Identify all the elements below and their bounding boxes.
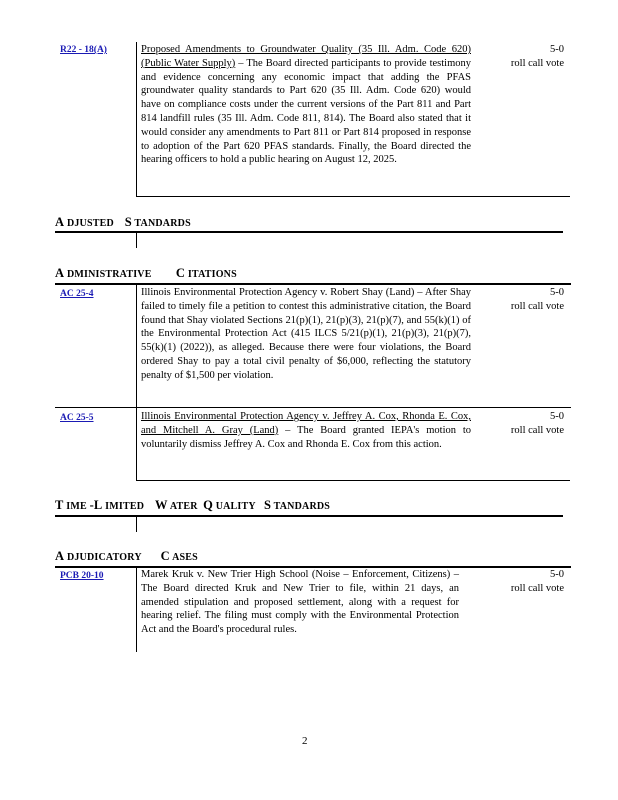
vote-type: roll call vote (510, 582, 564, 594)
vote-type: roll call vote (510, 300, 564, 312)
docket-ac-25-4[interactable]: AC 25-4 (60, 289, 94, 299)
column-divider (136, 42, 137, 196)
entry-description: Marek Kruk v. New Trier High School (Noise – Enforcement, Citizens) – The Board directed Kruk and New Trier to file, within 21 days, an amended stipulation and proposed settlement, along with a request for hearing relief. The filing must comply with the Environmental Protection Act and the Board's procedural rules. (141, 569, 459, 636)
entry-title: Illinois Environmental Protection Agency v. Jeffrey A. Cox, Rhonda E. Cox, and Mitchell A. Gray (Land) (141, 411, 471, 436)
section-heading-adjudicatory-cases: A DJUDICATORY C ASES (55, 549, 198, 563)
section-rule (55, 515, 563, 517)
column-divider (136, 233, 137, 248)
entry-text-pcb-20-10 (141, 568, 459, 637)
vote-pcb-20-10 (478, 568, 564, 596)
entry-separator (136, 480, 570, 481)
section-rule (55, 283, 571, 285)
docket-ac-25-5[interactable]: AC 25-5 (60, 413, 94, 423)
vote-count: 5-0 (550, 287, 564, 298)
vote-count: 5-0 (550, 44, 564, 55)
docket-r22-18a[interactable]: R22 - 18(A) (60, 45, 107, 55)
section-heading-adjusted-standards: A DJUSTED S TANDARDS (55, 215, 191, 229)
entry-description: – The Board granted IEPA's motion to voluntarily dismiss Jeffrey A. Cox and Rhonda E. Cox from this action. (141, 424, 471, 450)
vote-r22-18a (478, 43, 564, 71)
vote-type: roll call vote (510, 424, 564, 436)
vote-type: roll call vote (510, 57, 564, 69)
column-divider (136, 285, 137, 481)
section-heading-time-limited-wqs: T IME -L IMITED W ATER Q UALITY S TANDARDS (55, 498, 331, 512)
entry-separator (55, 407, 571, 408)
vote-count: 5-0 (550, 569, 564, 580)
column-divider (136, 517, 137, 532)
entry-text-r22-18a (141, 43, 471, 167)
entry-description: – The Board directed participants to provide testimony and evidence concerning any economic impact that adding the PFAS groundwater quality standards to Part 620 (35 Ill. Adm. Code 620) would have on compliance costs under the current versions of the Part 811 and Part 814 landfill rules (35 Ill. Adm. Code 811, 814). The Board also stated that it would consider any amendments to Part 811 or Part 814 proposed in response to adoption of the Part 620 PFAS standards. Finally, the Board directed the hearing officers to hold a public hearing on August 12, 2025. (141, 57, 472, 166)
section-heading-administrative-citations: A DMINISTRATIVE C ITATIONS (55, 266, 237, 280)
vote-count: 5-0 (550, 411, 564, 422)
column-divider (136, 568, 137, 652)
entry-title: Proposed Amendments to Groundwater Quality (35 Ill. Adm. Code 620) (Public Water Supply) (141, 44, 471, 69)
entry-text-ac-25-5 (141, 410, 471, 451)
page-number: 2 (302, 735, 308, 747)
docket-pcb-20-10[interactable]: PCB 20-10 (60, 571, 104, 581)
vote-ac-25-5 (478, 410, 564, 438)
entry-separator (136, 196, 570, 197)
entry-text-ac-25-4 (141, 286, 471, 383)
entry-description: Illinois Environmental Protection Agency v. Robert Shay (Land) – After Shay failed to timely file a petition to contest this administrative citation, the Board found that Shay violated Sections 21(p)(1), 21(p)(3), 21(p)(7), and 55(k)(1) of the Environmental Protection Act (415 ILCS 5/21(p)(1), 21(p)(3), 21(p)(7), 55(k)(1) (2022)), as alleged. Because there were four violations, the Board ordered Shay to pay a total civil penalty of $6,000, reflecting the statutory penalty of $1,500 per violation. (141, 287, 471, 381)
vote-ac-25-4 (478, 286, 564, 314)
section-rule (55, 231, 563, 233)
